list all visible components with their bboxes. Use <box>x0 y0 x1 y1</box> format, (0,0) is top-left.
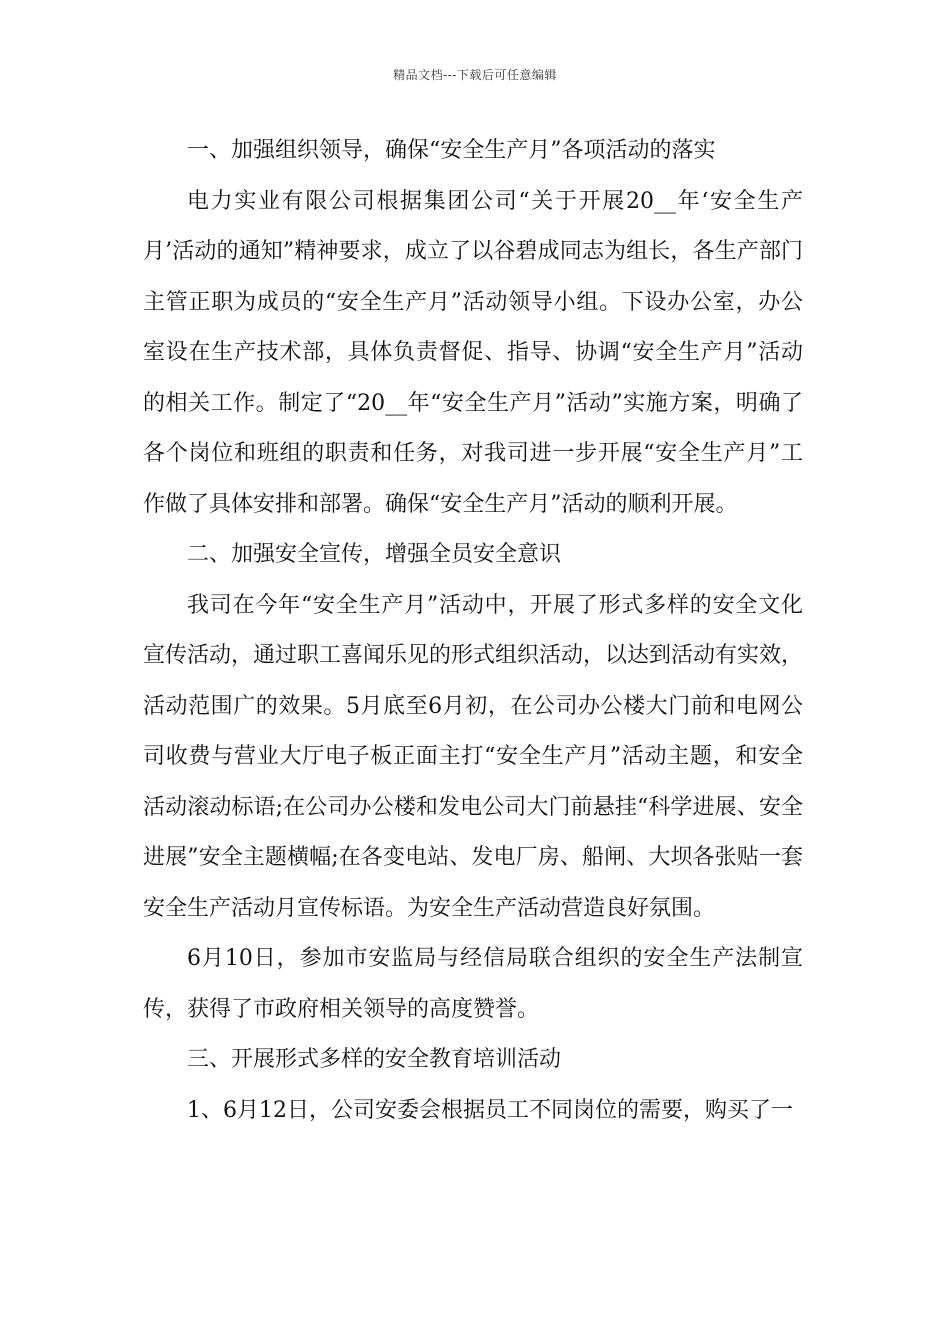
paragraph: 电力实业有限公司根据集团公司“关于开展20__年‘安全生产月’活动的通知”精神要求，成立了以谷碧成同志为组长，各生产部门主管正职为成员的“安全生产月”活动领导小组。下设办公室，办公室设在生产技术部，具体负责督促、指导、协调“安全生产月”活动的相关工作。制定了“20__年“安全生产月”活动”实施方案，明确了各个岗位和班组的职责和任务，对我司进一步开展“安全生产月”工作做了具体安排和部署。确保“安全生产月”活动的顺利开展。 <box>143 188 803 517</box>
page-header: 精品文档---下载后可任意编辑 <box>393 68 557 82</box>
section-heading-1: 一、加强组织领导，确保“安全生产月”各项活动的落实 <box>187 138 716 163</box>
paragraph: 我司在今年“安全生产月”活动中，开展了形式多样的安全文化宣传活动，通过职工喜闻乐见的形式组织活动，以达到活动有实效，活动范围广的效果。5月底至6月初，在公司办公楼大门前和电网公司收费与营业大厅电子板正面主打“安全生产月”活动主题，和安全活动滚动标语;在公司办公楼和发电公司大门前悬挂“科学进展、安全进展”安全主题横幅;在各变电站、发电厂房、船闸、大坝各张贴一套安全生产活动月宣传标语。为安全生产活动营造良好氛围。 <box>143 592 804 921</box>
document-body <box>143 126 803 1136</box>
section-heading-2: 二、加强安全宣传，增强全员安全意识 <box>187 542 562 567</box>
section-heading-3: 三、开展形式多样的安全教育培训活动 <box>187 1047 562 1072</box>
paragraph: 6月10日，参加市安监局与经信局联合组织的安全生产法制宣传，获得了市政府相关领导的高度赞誉。 <box>143 946 803 1022</box>
paragraph: 1、6月12日，公司安委会根据员工不同岗位的需要，购买了一 <box>187 1097 793 1123</box>
